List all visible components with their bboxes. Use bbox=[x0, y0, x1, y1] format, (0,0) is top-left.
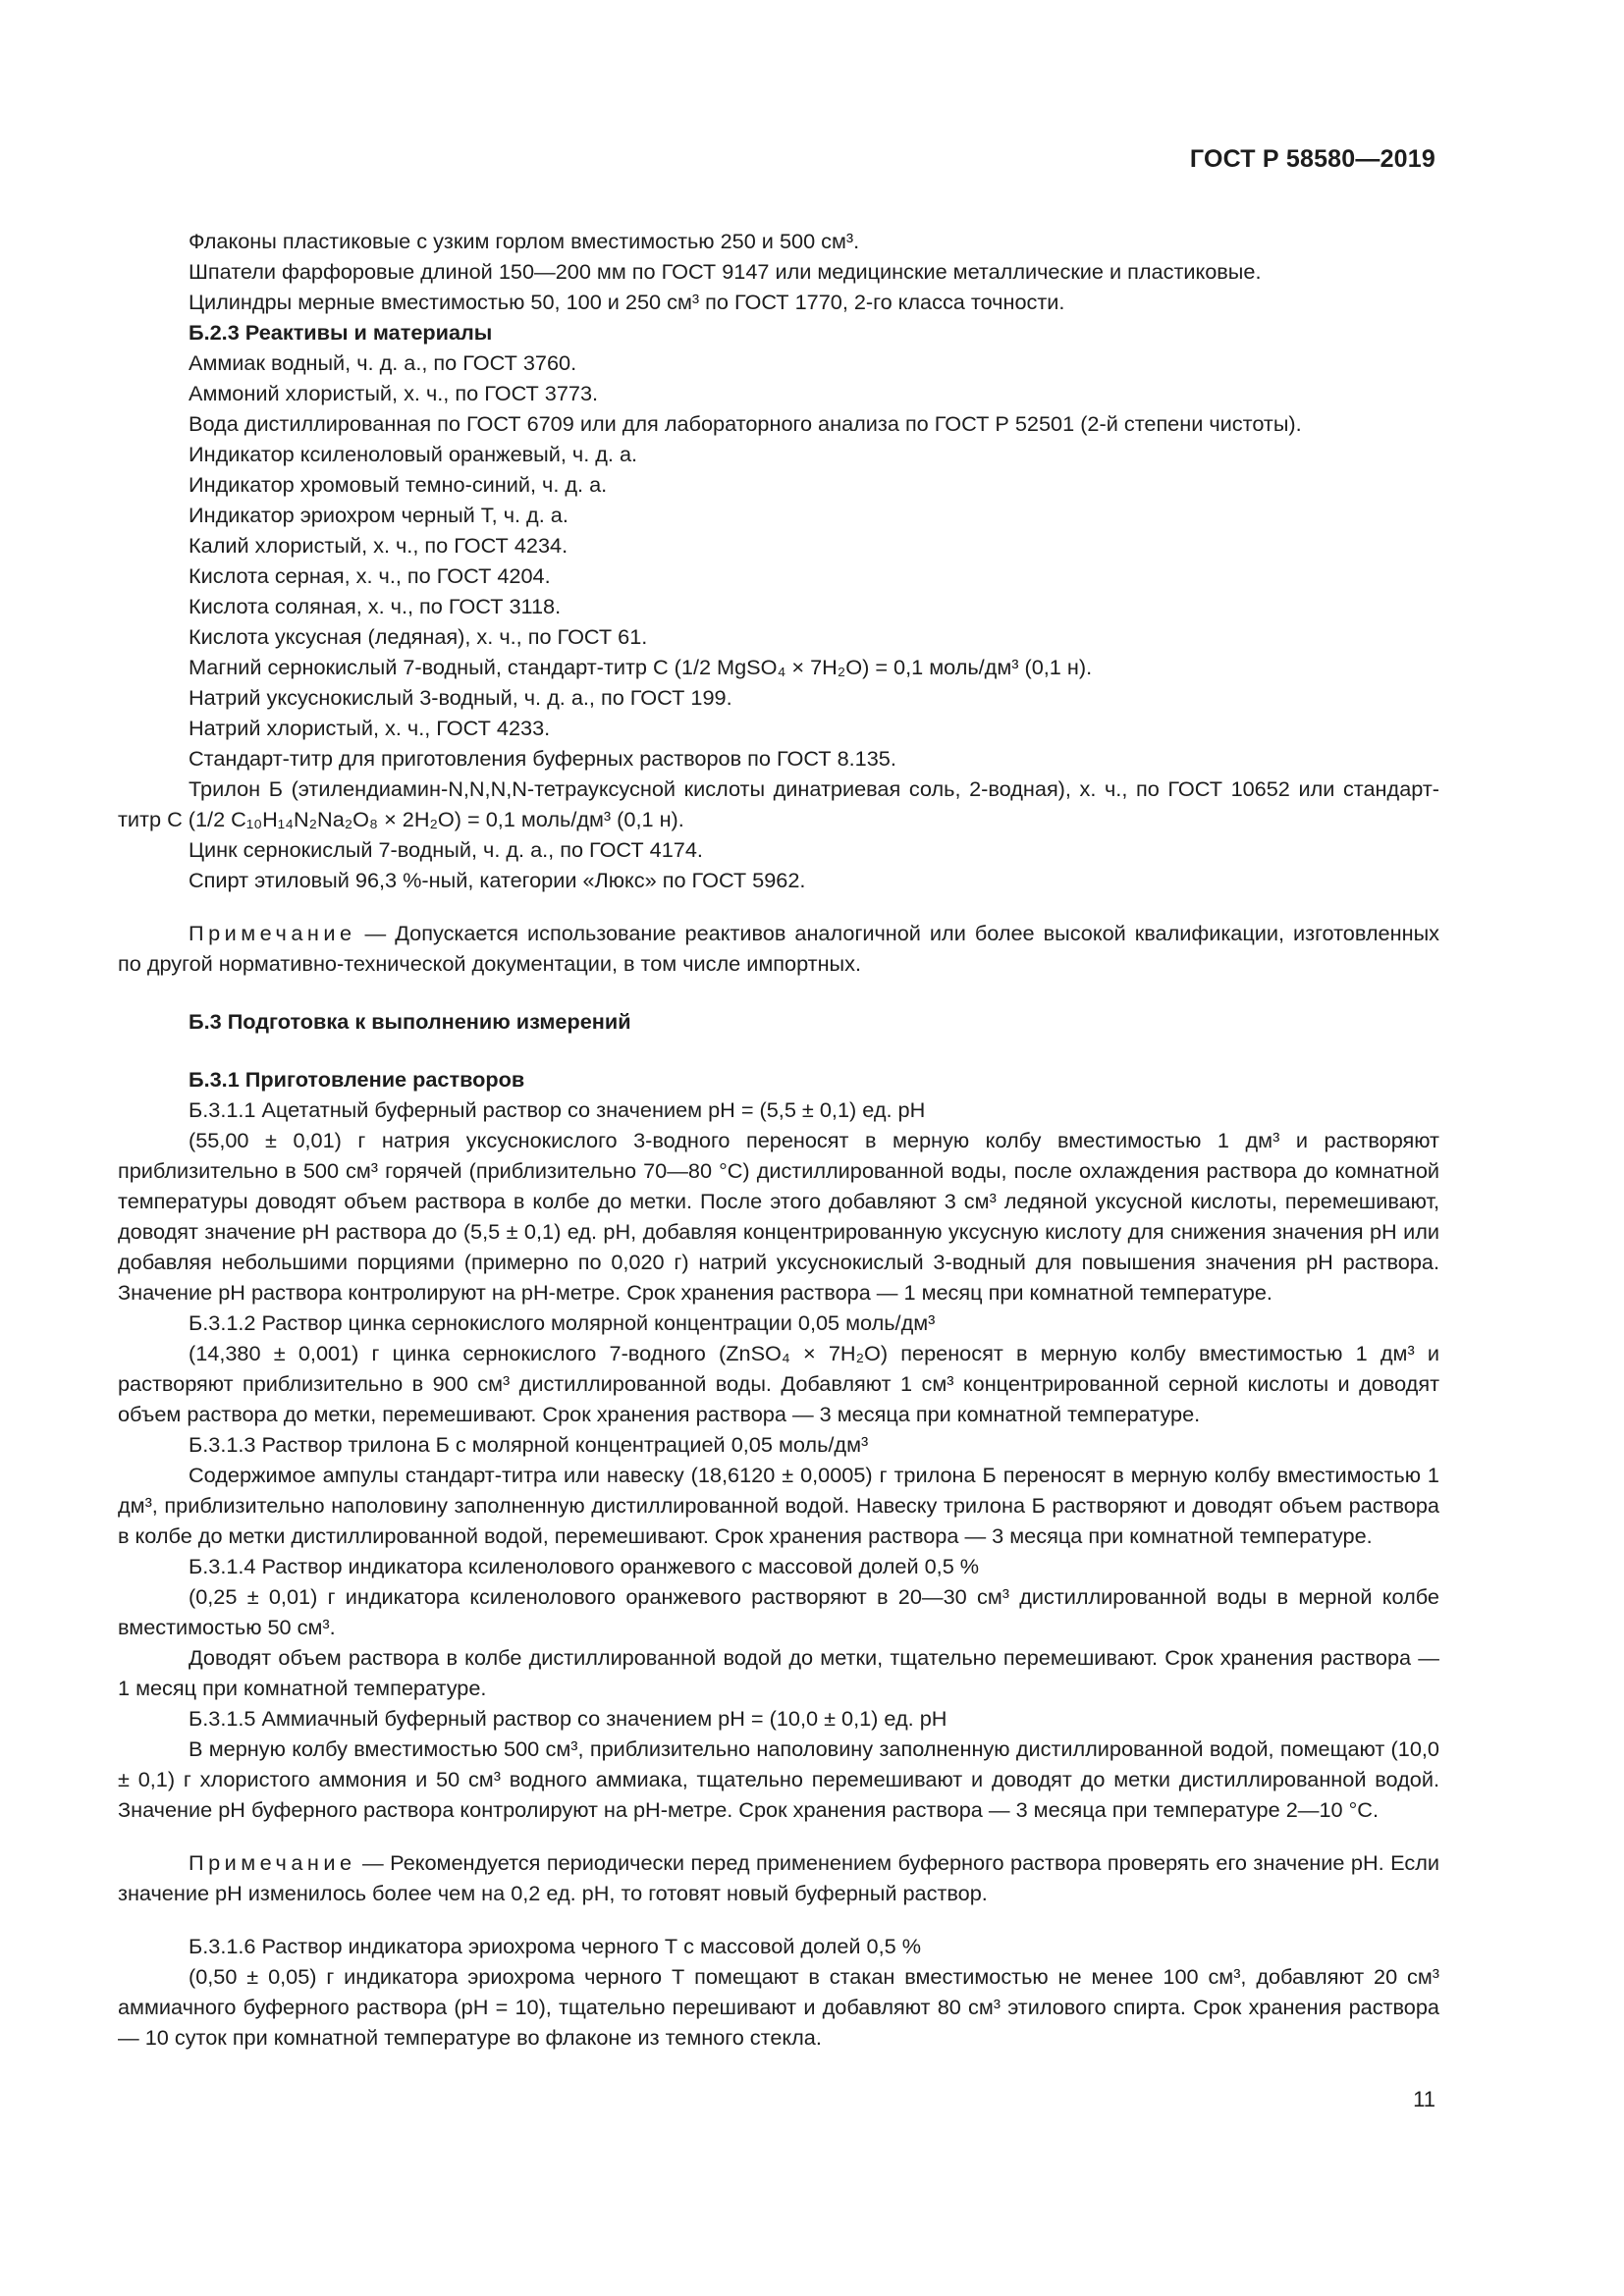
reagent-item: Магний сернокислый 7-водный, стандарт-титр C (1/2 MgSO₄ × 7H₂O) = 0,1 моль/дм³ (0,1 н). bbox=[189, 655, 1093, 679]
clause-title: Б.3.1.6 Раствор индикатора эриохрома черного Т с массовой долей 0,5 % bbox=[189, 1934, 921, 1958]
reagent-item: Калий хлористый, х. ч., по ГОСТ 4234. bbox=[189, 533, 568, 558]
section-heading-reagents: Б.2.3 Реактивы и материалы bbox=[189, 320, 493, 345]
clause-text: Доводят объем раствора в колбе дистиллированной водой до метки, тщательно перемешивают. Срок хранения раствора — 1 месяц при комнатной температуре. bbox=[118, 1645, 1439, 1700]
clause-title: Б.3.1.3 Раствор трилона Б с молярной концентрацией 0,05 моль/дм³ bbox=[189, 1432, 869, 1457]
clause-text: Содержимое ампулы стандарт-титра или навеску (18,6120 ± 0,0005) г трилона Б переносят в мерную колбу вместимостью 1 дм³, приблизительно наполовину заполненную дистиллированной водой. Навеску трилона Б растворяют и доводят объем раствора в колбе до метки дистиллированной водой, перемешивают. Срок хранения раствора — 3 месяца при комнатной температуре. bbox=[118, 1463, 1439, 1548]
reagent-item: Трилон Б (этилендиамин-N,N,N,N-тетрауксусной кислоты динатриевая соль, 2-водная), х. ч., по ГОСТ 10652 или стандарт-титр C (1/2 C₁₀H₁₄N₂Na₂O₈ × 2H₂O) = 0,1 моль/дм³ (0,1 н). bbox=[118, 776, 1439, 831]
subsection-heading-solutions: Б.3.1 Приготовление растворов bbox=[189, 1067, 525, 1092]
note-reagents bbox=[118, 918, 1439, 979]
clause-title: Б.3.1.2 Раствор цинка сернокислого молярной концентрации 0,05 моль/дм³ bbox=[189, 1310, 936, 1335]
note-text: — Допускается использование реактивов аналогичной или более высокой квалификации, изготовленных по другой нормативно-технической документации, в том числе импортных. bbox=[118, 921, 1439, 976]
reagent-item: Кислота серная, х. ч., по ГОСТ 4204. bbox=[189, 563, 551, 588]
note-label: Примечание bbox=[189, 1850, 356, 1875]
reagent-item: Аммиак водный, ч. д. а., по ГОСТ 3760. bbox=[189, 350, 577, 375]
clause-title: Б.3.1.1 Ацетатный буферный раствор со значением pH = (5,5 ± 0,1) ед. pH bbox=[189, 1097, 926, 1122]
clause-title: Б.3.1.5 Аммиачный буферный раствор со значением pH = (10,0 ± 0,1) ед. pH bbox=[189, 1706, 947, 1731]
clause-text: (0,50 ± 0,05) г индикатора эриохрома черного Т помещают в стакан вместимостью не менее 100 см³, добавляют 20 см³ аммиачного буферного раствора (pH = 10), тщательно перешивают и добавляют 80 см³ этилового спирта. Срок хранения раствора — 10 суток при комнатной температуре во флаконе из темного стекла. bbox=[118, 1964, 1439, 2050]
clause-title: Б.3.1.4 Раствор индикатора ксиленолового оранжевого с массовой долей 0,5 % bbox=[189, 1554, 980, 1578]
reagent-item: Индикатор хромовый темно-синий, ч. д. а. bbox=[189, 472, 608, 497]
note-label: Примечание bbox=[189, 921, 356, 945]
reagent-item: Индикатор эриохром черный Т, ч. д. а. bbox=[189, 503, 568, 527]
reagent-item: Кислота уксусная (ледяная), х. ч., по ГОСТ 61. bbox=[189, 624, 648, 649]
reagent-item: Стандарт-титр для приготовления буферных растворов по ГОСТ 8.135. bbox=[189, 746, 896, 771]
equipment-item: Флаконы пластиковые с узким горлом вместимостью 250 и 500 см³. bbox=[189, 229, 860, 253]
reagent-item: Натрий хлористый, х. ч., ГОСТ 4233. bbox=[189, 716, 551, 740]
reagent-item: Натрий уксуснокислый 3-водный, ч. д. а., по ГОСТ 199. bbox=[189, 685, 732, 710]
clause-text: (0,25 ± 0,01) г индикатора ксиленолового оранжевого растворяют в 20—30 см³ дистиллированной воды в мерной колбе вместимостью 50 см³. bbox=[118, 1584, 1439, 1639]
section-heading-prep: Б.3 Подготовка к выполнению измерений bbox=[189, 1009, 631, 1034]
clause-text: (55,00 ± 0,01) г натрия уксуснокислого 3-водного переносят в мерную колбу вместимостью 1 дм³ и растворяют приблизительно в 500 см³ горячей (приблизительно 70—80 °C) дистиллированной воды, после охлаждения раствора до комнатной температуры доводят объем раствора в колбе до метки. После этого добавляют 3 см³ ледяной уксусной кислоты, перемешивают, доводят значение pH раствора до (5,5 ± 0,1) ед. pH, добавляя концентрированную уксусную кислоту для снижения значения pH или добавляя небольшими порциями (примерно по 0,020 г) натрий уксуснокислый 3-водный для повышения значения pH раствора. Значение pH раствора контролируют на pH-метре. Срок хранения раствора — 1 месяц при комнатной температуре. bbox=[118, 1128, 1439, 1305]
note-buffer bbox=[118, 1847, 1439, 1908]
reagent-item: Вода дистиллированная по ГОСТ 6709 или для лабораторного анализа по ГОСТ Р 52501 (2-й степени чистоты). bbox=[189, 411, 1302, 436]
equipment-item: Шпатели фарфоровые длиной 150—200 мм по ГОСТ 9147 или медицинские металлические и пластиковые. bbox=[189, 259, 1262, 284]
page-content bbox=[118, 226, 1439, 2053]
clause-text: В мерную колбу вместимостью 500 см³, приблизительно наполовину заполненную дистиллированной водой, помещают (10,0 ± 0,1) г хлористого аммония и 50 см³ водного аммиака, тщательно перемешивают и доводят до метки дистиллированной водой. Значение pH буферного раствора контролируют на pH-метре. Срок хранения раствора — 3 месяца при температуре 2—10 °C. bbox=[118, 1736, 1439, 1822]
reagent-item: Цинк сернокислый 7-водный, ч. д. а., по ГОСТ 4174. bbox=[189, 837, 703, 862]
equipment-item: Цилиндры мерные вместимостью 50, 100 и 250 см³ по ГОСТ 1770, 2-го класса точности. bbox=[189, 290, 1065, 314]
document-code: ГОСТ Р 58580—2019 bbox=[1189, 145, 1435, 173]
page-number: 11 bbox=[1413, 2087, 1435, 2111]
note-text: — Рекомендуется периодически перед применением буферного раствора проверять его значение pH. Если значение pH изменилось более чем на 0,2 ед. pH, то готовят новый буферный раствор. bbox=[118, 1850, 1439, 1905]
clause-text: (14,380 ± 0,001) г цинка сернокислого 7-водного (ZnSO₄ × 7H₂O) переносят в мерную колбу вместимостью 1 дм³ и растворяют приблизительно в 900 см³ дистиллированной воды. Добавляют 1 см³ концентрированной серной кислоты и доводят объем раствора до метки, перемешивают. Срок хранения раствора — 3 месяца при комнатной температуре. bbox=[118, 1341, 1439, 1426]
reagent-item: Спирт этиловый 96,3 %-ный, категории «Люкс» по ГОСТ 5962. bbox=[189, 868, 806, 892]
reagent-item: Кислота соляная, х. ч., по ГОСТ 3118. bbox=[189, 594, 562, 618]
reagent-item: Аммоний хлористый, х. ч., по ГОСТ 3773. bbox=[189, 381, 599, 405]
reagent-item: Индикатор ксиленоловый оранжевый, ч. д. а. bbox=[189, 442, 638, 466]
